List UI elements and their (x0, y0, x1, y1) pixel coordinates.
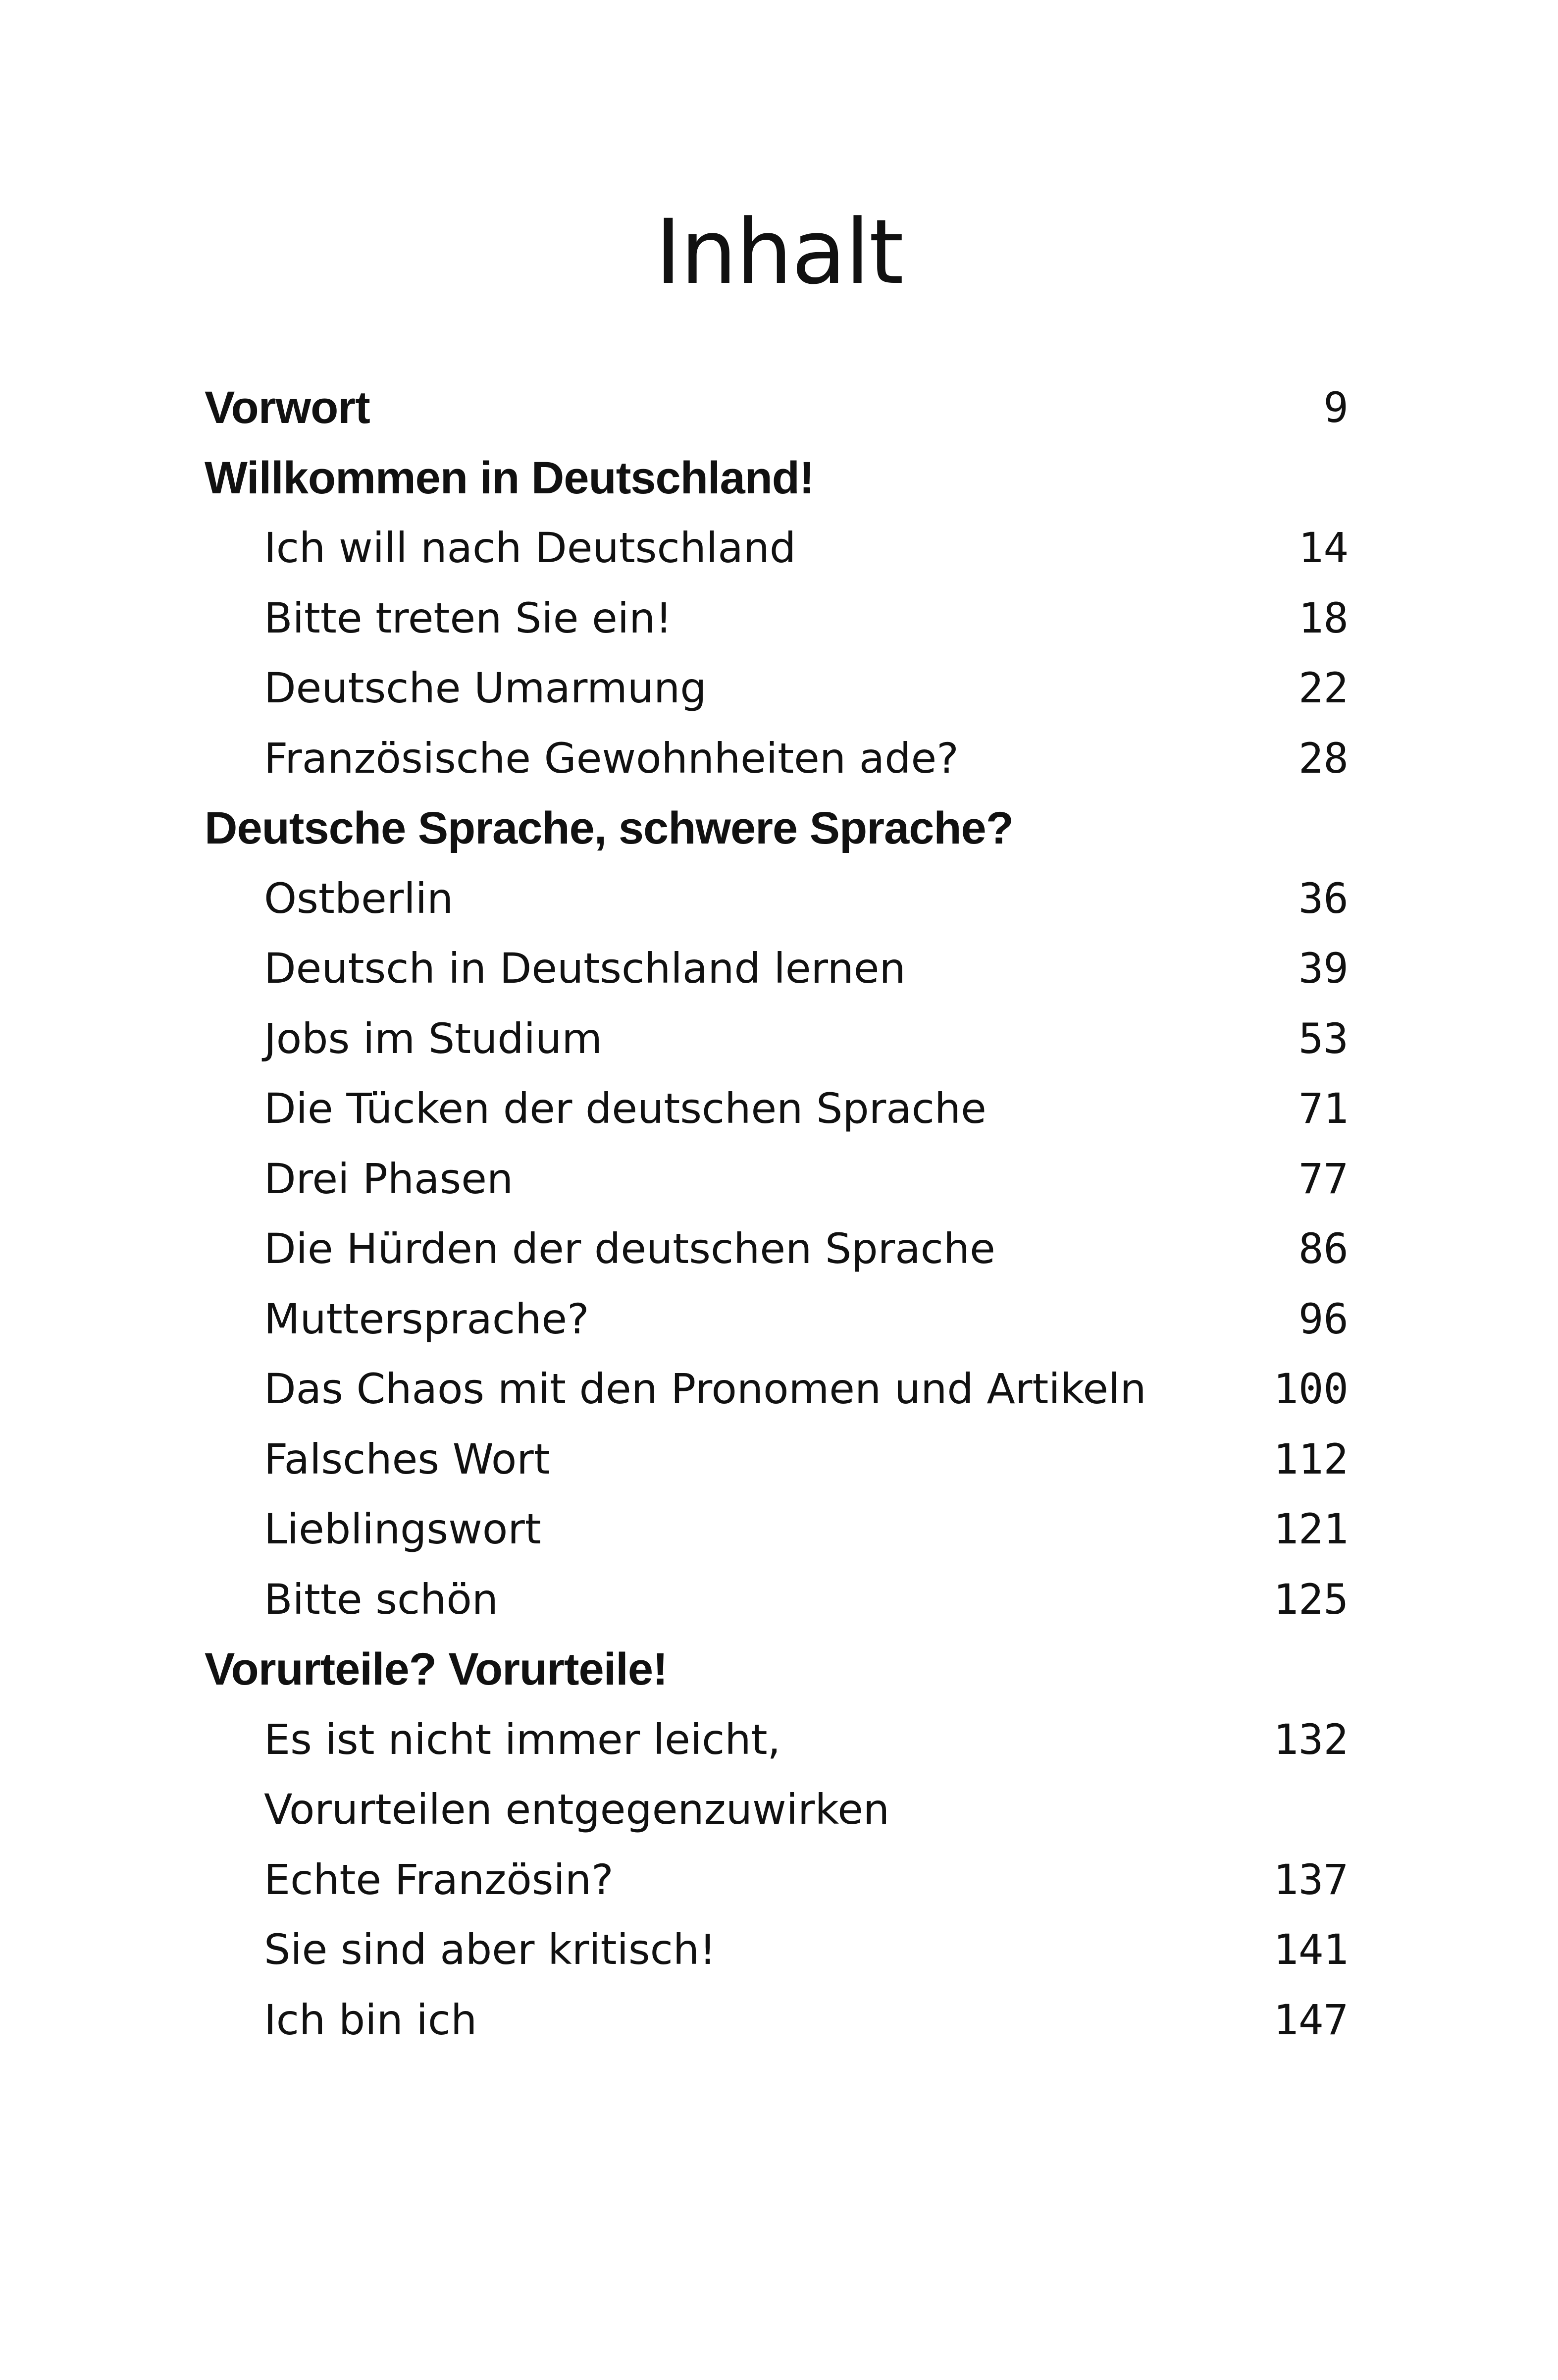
toc-page-number: 125 (1273, 1575, 1349, 1624)
toc-entry-row (205, 1144, 1349, 1215)
toc-entry-row (205, 1004, 1349, 1074)
toc-entry-row (205, 1565, 1349, 1635)
toc-section-row (205, 373, 1349, 443)
toc-page-number: 100 (1273, 1365, 1349, 1413)
toc-entry-title: Vorurteilen entgegenzuwirken (264, 1785, 890, 1834)
toc-entry-row (205, 1074, 1349, 1144)
toc-section-row (205, 1635, 1349, 1705)
toc-page-number: 96 (1298, 1294, 1349, 1343)
toc-entry-title: Französische Gewohnheiten ade? (264, 734, 959, 783)
toc-page-number: 121 (1273, 1505, 1349, 1553)
toc-entry-title: Ich bin ich (264, 1995, 477, 2044)
toc-entry-row (205, 583, 1349, 654)
toc-page-number: 18 (1298, 593, 1349, 642)
toc-entry-title: Drei Phasen (264, 1154, 514, 1203)
toc-entry-title: Ich will nach Deutschland (264, 524, 796, 572)
toc-page-number: 9 (1323, 383, 1349, 432)
toc-page-number: 14 (1298, 524, 1349, 572)
toc-entry-title: Falsches Wort (264, 1434, 550, 1483)
toc-entry-title: Muttersprache? (264, 1294, 589, 1343)
toc-entry-row (205, 1214, 1349, 1284)
toc-entry-title: Jobs im Studium (264, 1014, 603, 1063)
toc-entry-row (205, 1705, 1349, 1775)
toc-entry-row (205, 1284, 1349, 1355)
toc-page-number: 86 (1298, 1224, 1349, 1273)
toc-page-number: 112 (1273, 1434, 1349, 1483)
toc-entry-title: Das Chaos mit den Pronomen und Artikeln (264, 1365, 1146, 1413)
toc-entry-title: Bitte treten Sie ein! (264, 593, 673, 642)
toc-entry-row (205, 1985, 1349, 2056)
toc-entry-row (205, 1425, 1349, 1495)
toc-page-number: 137 (1273, 1855, 1349, 1904)
toc-entry-row (205, 1494, 1349, 1565)
toc-entry-title: Die Hürden der deutschen Sprache (264, 1224, 995, 1273)
toc-page-number: 132 (1273, 1715, 1349, 1764)
toc-entry-row (205, 1915, 1349, 1985)
toc-entry-title: Es ist nicht immer leicht, (264, 1715, 781, 1764)
toc-entry-row (205, 1775, 1349, 1845)
toc-page-number: 141 (1273, 1925, 1349, 1974)
toc-page-number: 147 (1273, 1995, 1349, 2044)
toc-entry-row (205, 724, 1349, 794)
toc-entry-title: Lieblingswort (264, 1505, 541, 1553)
toc-page-number: 28 (1298, 734, 1349, 783)
toc-entry-title: Deutsch in Deutschland lernen (264, 944, 906, 993)
toc-entry-title: Deutsche Umarmung (264, 664, 707, 712)
toc-entry-row (205, 1845, 1349, 1915)
toc-section-title: Willkommen in Deutschland! (205, 452, 814, 503)
toc-entry-row (205, 653, 1349, 724)
toc-section-row (205, 793, 1349, 864)
toc-entry-row (205, 1354, 1349, 1425)
toc-page-number: 36 (1298, 874, 1349, 923)
page-title: Inhalt (655, 201, 903, 304)
toc-entry-title: Bitte schön (264, 1575, 499, 1624)
toc-page-number: 77 (1298, 1154, 1349, 1203)
toc-section-title: Vorwort (205, 382, 370, 433)
toc-entry-row (205, 934, 1349, 1004)
toc-entry-row (205, 864, 1349, 934)
toc-section-row (205, 443, 1349, 514)
toc-entry-title: Sie sind aber kritisch! (264, 1925, 716, 1974)
toc-page-number: 71 (1298, 1084, 1349, 1133)
toc-entry-row (205, 513, 1349, 583)
table-of-contents (205, 373, 1349, 2055)
toc-section-title: Vorurteile? Vorurteile! (205, 1644, 668, 1694)
toc-entry-title: Echte Französin? (264, 1855, 614, 1904)
toc-section-title: Deutsche Sprache, schwere Sprache? (205, 803, 1013, 853)
toc-page-number: 22 (1298, 664, 1349, 712)
toc-page-number: 53 (1298, 1014, 1349, 1063)
toc-entry-title: Die Tücken der deutschen Sprache (264, 1084, 987, 1133)
toc-entry-title: Ostberlin (264, 874, 454, 923)
toc-page-number: 39 (1298, 944, 1349, 993)
